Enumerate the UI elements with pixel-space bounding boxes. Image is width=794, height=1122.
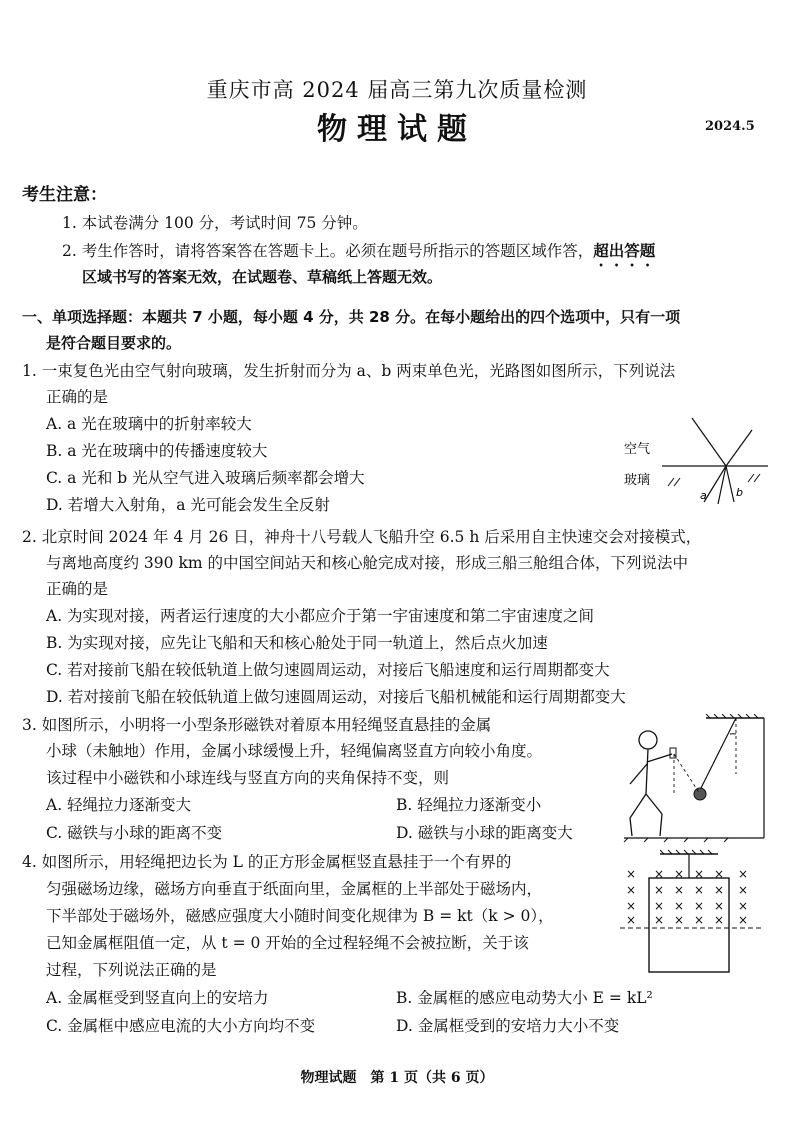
q2-option-d: D. 若对接前飞船在较低轨道上做匀速圆周运动，对接后飞船机械能和运行周期都变大 — [46, 688, 626, 706]
q1-label-a: a — [700, 489, 707, 502]
notice-heading: 考生注意： — [22, 185, 107, 205]
q3-option-a: A. 轻绳拉力逐渐变大 — [46, 796, 192, 814]
q2-stem-cont-1: 与离地高度约 390 km 的中国空间站天和核心舱完成对接，形成三船三舱组合体，下列说法中 — [46, 554, 688, 572]
notice-item-1: 1. 本试卷满分 100 分，考试时间 75 分钟。 — [62, 214, 368, 232]
q1-label-glass: 玻璃 — [624, 473, 651, 488]
svg-text:×: × — [738, 883, 749, 897]
svg-text:×: × — [694, 883, 705, 897]
svg-text:×: × — [674, 913, 685, 927]
exam-date: 2024.5 — [705, 119, 755, 134]
svg-text:×: × — [654, 867, 665, 881]
q1-option-b: B. a 光在玻璃中的传播速度较大 — [46, 442, 268, 460]
q2-option-b: B. 为实现对接，应先让飞船和天和核心舱处于同一轨道上，然后点火加速 — [46, 634, 548, 652]
q1-stem: 1. 一束复色光由空气射向玻璃，发生折射而分为 a、b 两束单色光，光路图如图所示，下列说法 — [22, 362, 676, 380]
q1-option-d: D. 若增大入射角，a 光可能会发生全反射 — [46, 496, 330, 514]
q4-option-b: B. 金属框的感应电动势大小 E = kL² — [396, 989, 653, 1007]
svg-text:×: × — [654, 913, 665, 927]
q3-magnet-figure — [618, 714, 768, 844]
svg-text:×: × — [626, 913, 637, 927]
notice-item-2-emphasis: 超出答题 — [593, 241, 656, 260]
q3-stem-cont-1: 小球（未触地）作用，金属小球缓慢上升，轻绳偏离竖直方向较小角度。 — [46, 742, 543, 760]
q4-option-d: D. 金属框受到的安培力大小不变 — [396, 1017, 620, 1035]
q2-option-a: A. 为实现对接，两者运行速度的大小都应介于第一宇宙速度和第二宇宙速度之间 — [46, 607, 595, 625]
svg-text:×: × — [654, 883, 665, 897]
q3-stem-cont-2: 该过程中小磁铁和小球连线与竖直方向的夹角保持不变，则 — [46, 769, 450, 787]
notice-item-2-text: 2. 考生作答时，请将答案答在答题卡上。必须在题号所指示的答题区域作答， — [62, 242, 594, 260]
q4-stem: 4. 如图所示，用轻绳把边长为 L 的正方形金属框竖直悬挂于一个有界的 — [22, 853, 512, 871]
svg-text:×: × — [738, 913, 749, 927]
svg-text:×: × — [626, 899, 637, 913]
page-footer: 物理试题 第 1 页（共 6 页） — [300, 1070, 494, 1086]
q4-magnetic-field-figure — [616, 848, 766, 978]
svg-text:×: × — [674, 867, 685, 881]
q1-refraction-figure — [620, 410, 770, 510]
q1-label-b: b — [736, 486, 743, 499]
svg-text:×: × — [694, 867, 705, 881]
svg-text:×: × — [626, 867, 637, 881]
section-1-heading: 一、单项选择题：本题共 7 小题，每小题 4 分，共 28 分。在每小题给出的四个选项中，只有一项 — [22, 308, 681, 326]
svg-text:×: × — [738, 867, 749, 881]
q4-stem-cont-2: 下半部处于磁场外，磁感应强度大小随时间变化规律为 B = kt（k > 0）， — [46, 907, 554, 925]
svg-text:×: × — [714, 899, 725, 913]
subject-title: 物理试题 — [317, 112, 477, 147]
svg-text:×: × — [674, 899, 685, 913]
q2-stem: 2. 北京时间 2024 年 4 月 26 日，神舟十八号载人飞船升空 6.5 h 后采用自主快速交会对接模式， — [22, 528, 702, 546]
q3-option-c: C. 磁铁与小球的距离不变 — [46, 824, 223, 842]
q4-stem-cont-1: 匀强磁场边缘，磁场方向垂直于纸面向里，金属框的上半部处于磁场内， — [46, 880, 543, 898]
svg-text:×: × — [694, 913, 705, 927]
q3-option-d: D. 磁铁与小球的距离变大 — [396, 824, 573, 842]
svg-text:×: × — [714, 867, 725, 881]
svg-text:×: × — [654, 899, 665, 913]
q4-option-a: A. 金属框受到竖直向上的安培力 — [46, 989, 269, 1007]
svg-text:×: × — [714, 913, 725, 927]
field-cross-marks — [626, 867, 748, 927]
q4-option-c: C. 金属框中感应电流的大小方向均不变 — [46, 1017, 316, 1035]
q1-label-air: 空气 — [624, 442, 651, 457]
q2-stem-cont-2: 正确的是 — [46, 580, 109, 598]
svg-text:×: × — [626, 883, 637, 897]
svg-text:×: × — [694, 899, 705, 913]
q4-stem-cont-4: 过程，下列说法正确的是 — [46, 961, 217, 979]
svg-text:×: × — [738, 899, 749, 913]
exam-title: 重庆市高 2024 届高三第九次质量检测 — [206, 78, 588, 102]
q3-option-b: B. 轻绳拉力逐渐变小 — [396, 796, 542, 814]
q1-option-a: A. a 光在玻璃中的折射率较大 — [46, 415, 252, 433]
notice-item-2-cont: 区域书写的答案无效，在试题卷、草稿纸上答题无效。 — [82, 268, 443, 286]
q1-option-c: C. a 光和 b 光从空气进入玻璃后频率都会增大 — [46, 469, 365, 487]
q4-stem-cont-3: 已知金属框阻值一定，从 t = 0 开始的全过程轻绳不会被拉断，关于该 — [46, 934, 529, 952]
section-1-heading-cont: 是符合题目要求的。 — [46, 334, 182, 352]
svg-text:×: × — [714, 883, 725, 897]
svg-text:×: × — [674, 883, 685, 897]
q1-stem-cont: 正确的是 — [46, 388, 109, 406]
q2-option-c: C. 若对接前飞船在较低轨道上做匀速圆周运动，对接后飞船速度和运行周期都变大 — [46, 661, 610, 679]
q3-stem: 3. 如图所示，小明将一小型条形磁铁对着原本用轻绳竖直悬挂的金属 — [22, 716, 492, 734]
